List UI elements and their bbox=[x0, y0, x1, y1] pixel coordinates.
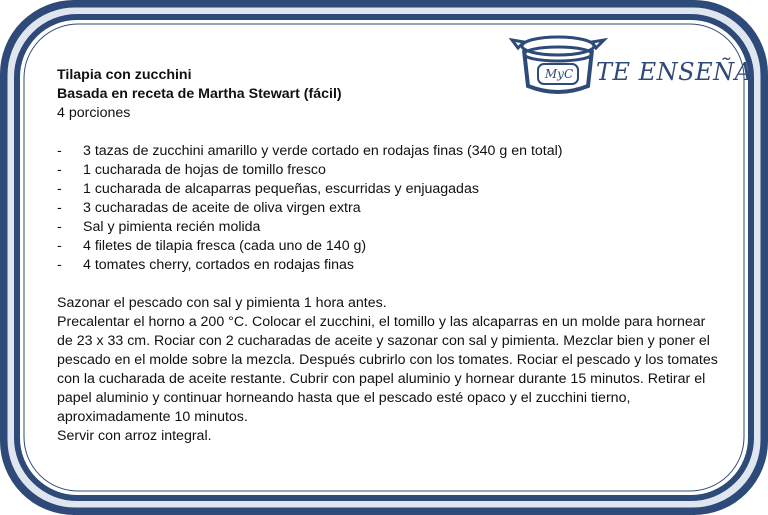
ingredient-item bbox=[57, 218, 722, 237]
ingredient-text: 3 tazas de zucchini amarillo y verde cortado en rodajas finas (340 g en total) bbox=[83, 143, 563, 159]
ingredient-text: 1 cucharada de alcaparras pequeñas, escurridas y enjuagadas bbox=[83, 181, 479, 197]
recipe-title: Tilapia con zucchini bbox=[57, 67, 192, 83]
ingredient-item bbox=[57, 142, 722, 161]
recipe-subtitle: Basada en receta de Martha Stewart (fácil) bbox=[57, 86, 342, 102]
ingredient-text: 3 cucharadas de aceite de oliva virgen extra bbox=[83, 200, 361, 216]
step-paragraph: Sazonar el pescado con sal y pimienta 1 hora antes. bbox=[57, 295, 387, 311]
step-paragraph: Servir con arroz integral. bbox=[57, 428, 212, 444]
ingredient-item bbox=[57, 180, 722, 199]
bullet-dash: - bbox=[57, 219, 62, 235]
step-paragraph: Precalentar el horno a 200 °C. Colocar el zucchini, el tomillo y las alcaparras en un molde para hornear de 23 x 33 cm. Rociar con 2 cucharadas de aceite y sazonar con sal y pimienta. Mezclar bien y poner el pescado en el molde sobre la mezcla. Después cubrirlo con los tomates. Rociar el pescado y los tomates con la cucharada de aceite restante. Cubrir con papel aluminio y hornear durante 15 minutos. Retirar el papel aluminio y continuar horneando hasta que el pescado esté opaco y el zucchini tierno, aproximadamente 10 minutos. bbox=[57, 314, 718, 425]
bullet-dash: - bbox=[57, 200, 62, 216]
bullet-dash: - bbox=[57, 162, 62, 178]
bullet-dash: - bbox=[57, 181, 62, 197]
bullet-dash: - bbox=[57, 238, 62, 254]
ingredient-text: 4 filetes de tilapia fresca (cada uno de 140 g) bbox=[83, 238, 367, 254]
ingredient-list bbox=[57, 142, 722, 275]
recipe-content bbox=[57, 66, 722, 446]
ingredient-text: Sal y pimienta recién molida bbox=[83, 219, 261, 235]
ingredient-item bbox=[57, 161, 722, 180]
ingredient-item bbox=[57, 199, 722, 218]
ingredient-text: 1 cucharada de hojas de tomillo fresco bbox=[83, 162, 326, 178]
bullet-dash: - bbox=[57, 143, 62, 159]
ingredient-text: 4 tomates cherry, cortados en rodajas finas bbox=[83, 257, 355, 273]
ingredient-item bbox=[57, 237, 722, 256]
recipe-servings: 4 porciones bbox=[57, 105, 131, 121]
ingredient-item bbox=[57, 256, 722, 275]
logo-text: TE ENSEÑA bbox=[596, 58, 753, 86]
logo-initials: MyC bbox=[544, 67, 574, 81]
bullet-dash: - bbox=[57, 257, 62, 273]
